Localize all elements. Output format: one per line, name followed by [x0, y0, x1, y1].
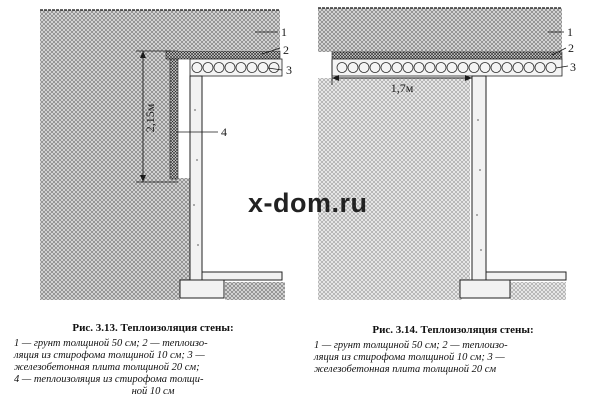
caption-line-fig2: 1 — грунт толщиной 50 см; 2 — теплоизо- — [314, 340, 508, 351]
callout-1-fig2: 1 — [567, 25, 573, 39]
footing-fig2 — [460, 280, 510, 298]
figure-2 — [318, 8, 576, 300]
dimension-label-fig1: 2,15м — [143, 103, 157, 133]
floor-fig1 — [202, 272, 282, 280]
soil-top-fig2 — [318, 8, 562, 52]
wall-fig2 — [472, 76, 486, 280]
caption-title-fig2: Рис. 3.14. Теплоизоляция стены: — [372, 324, 534, 336]
caption-line-fig1: 4 — теплоизоляция из стирофома толщи- — [14, 374, 204, 385]
watermark: x-dom.ru — [248, 188, 368, 218]
callout-3-fig1: 3 — [286, 63, 292, 77]
caption-figure-1 — [14, 322, 292, 398]
insulation-layer-2-fig2 — [332, 52, 562, 59]
caption-line-fig2: ляция из стирофома толщиной 10 см; 3 — — [314, 352, 505, 363]
soil-right-bottom-fig2 — [510, 282, 566, 300]
caption-title-fig1: Рис. 3.13. Теплоизоляция стены: — [72, 322, 234, 334]
callout-2-fig2: 2 — [568, 41, 574, 55]
insulation-layer-2-fig1 — [166, 51, 280, 59]
callout-4-fig1: 4 — [221, 125, 227, 139]
callout-2-fig1: 2 — [283, 43, 289, 57]
callout-3-fig2: 3 — [570, 60, 576, 74]
caption-line-fig1: ляция из стирофома толщиной 10 см; 3 — — [14, 350, 205, 361]
caption-line-fig1: железобетонная плита толщиной 20 см; — [14, 362, 200, 373]
caption-line-fig1: 1 — грунт толщиной 50 см; 2 — теплоизо- — [14, 338, 208, 349]
figure-1 — [40, 10, 292, 300]
soil-right-bottom-fig1 — [225, 282, 285, 300]
floor-fig2 — [486, 272, 566, 280]
caption-line-fig1: ной 10 см — [131, 386, 175, 397]
caption-figure-2 — [314, 324, 592, 376]
caption-line-fig2: железобетонная плита толщиной 20 см — [314, 364, 497, 375]
footing-fig1 — [180, 280, 224, 298]
insulation-layer-4-fig1 — [170, 59, 178, 179]
callout-1-fig1: 1 — [281, 25, 287, 39]
wall-fig1 — [190, 76, 202, 280]
dimension-label-fig2: 1,7м — [390, 81, 414, 95]
